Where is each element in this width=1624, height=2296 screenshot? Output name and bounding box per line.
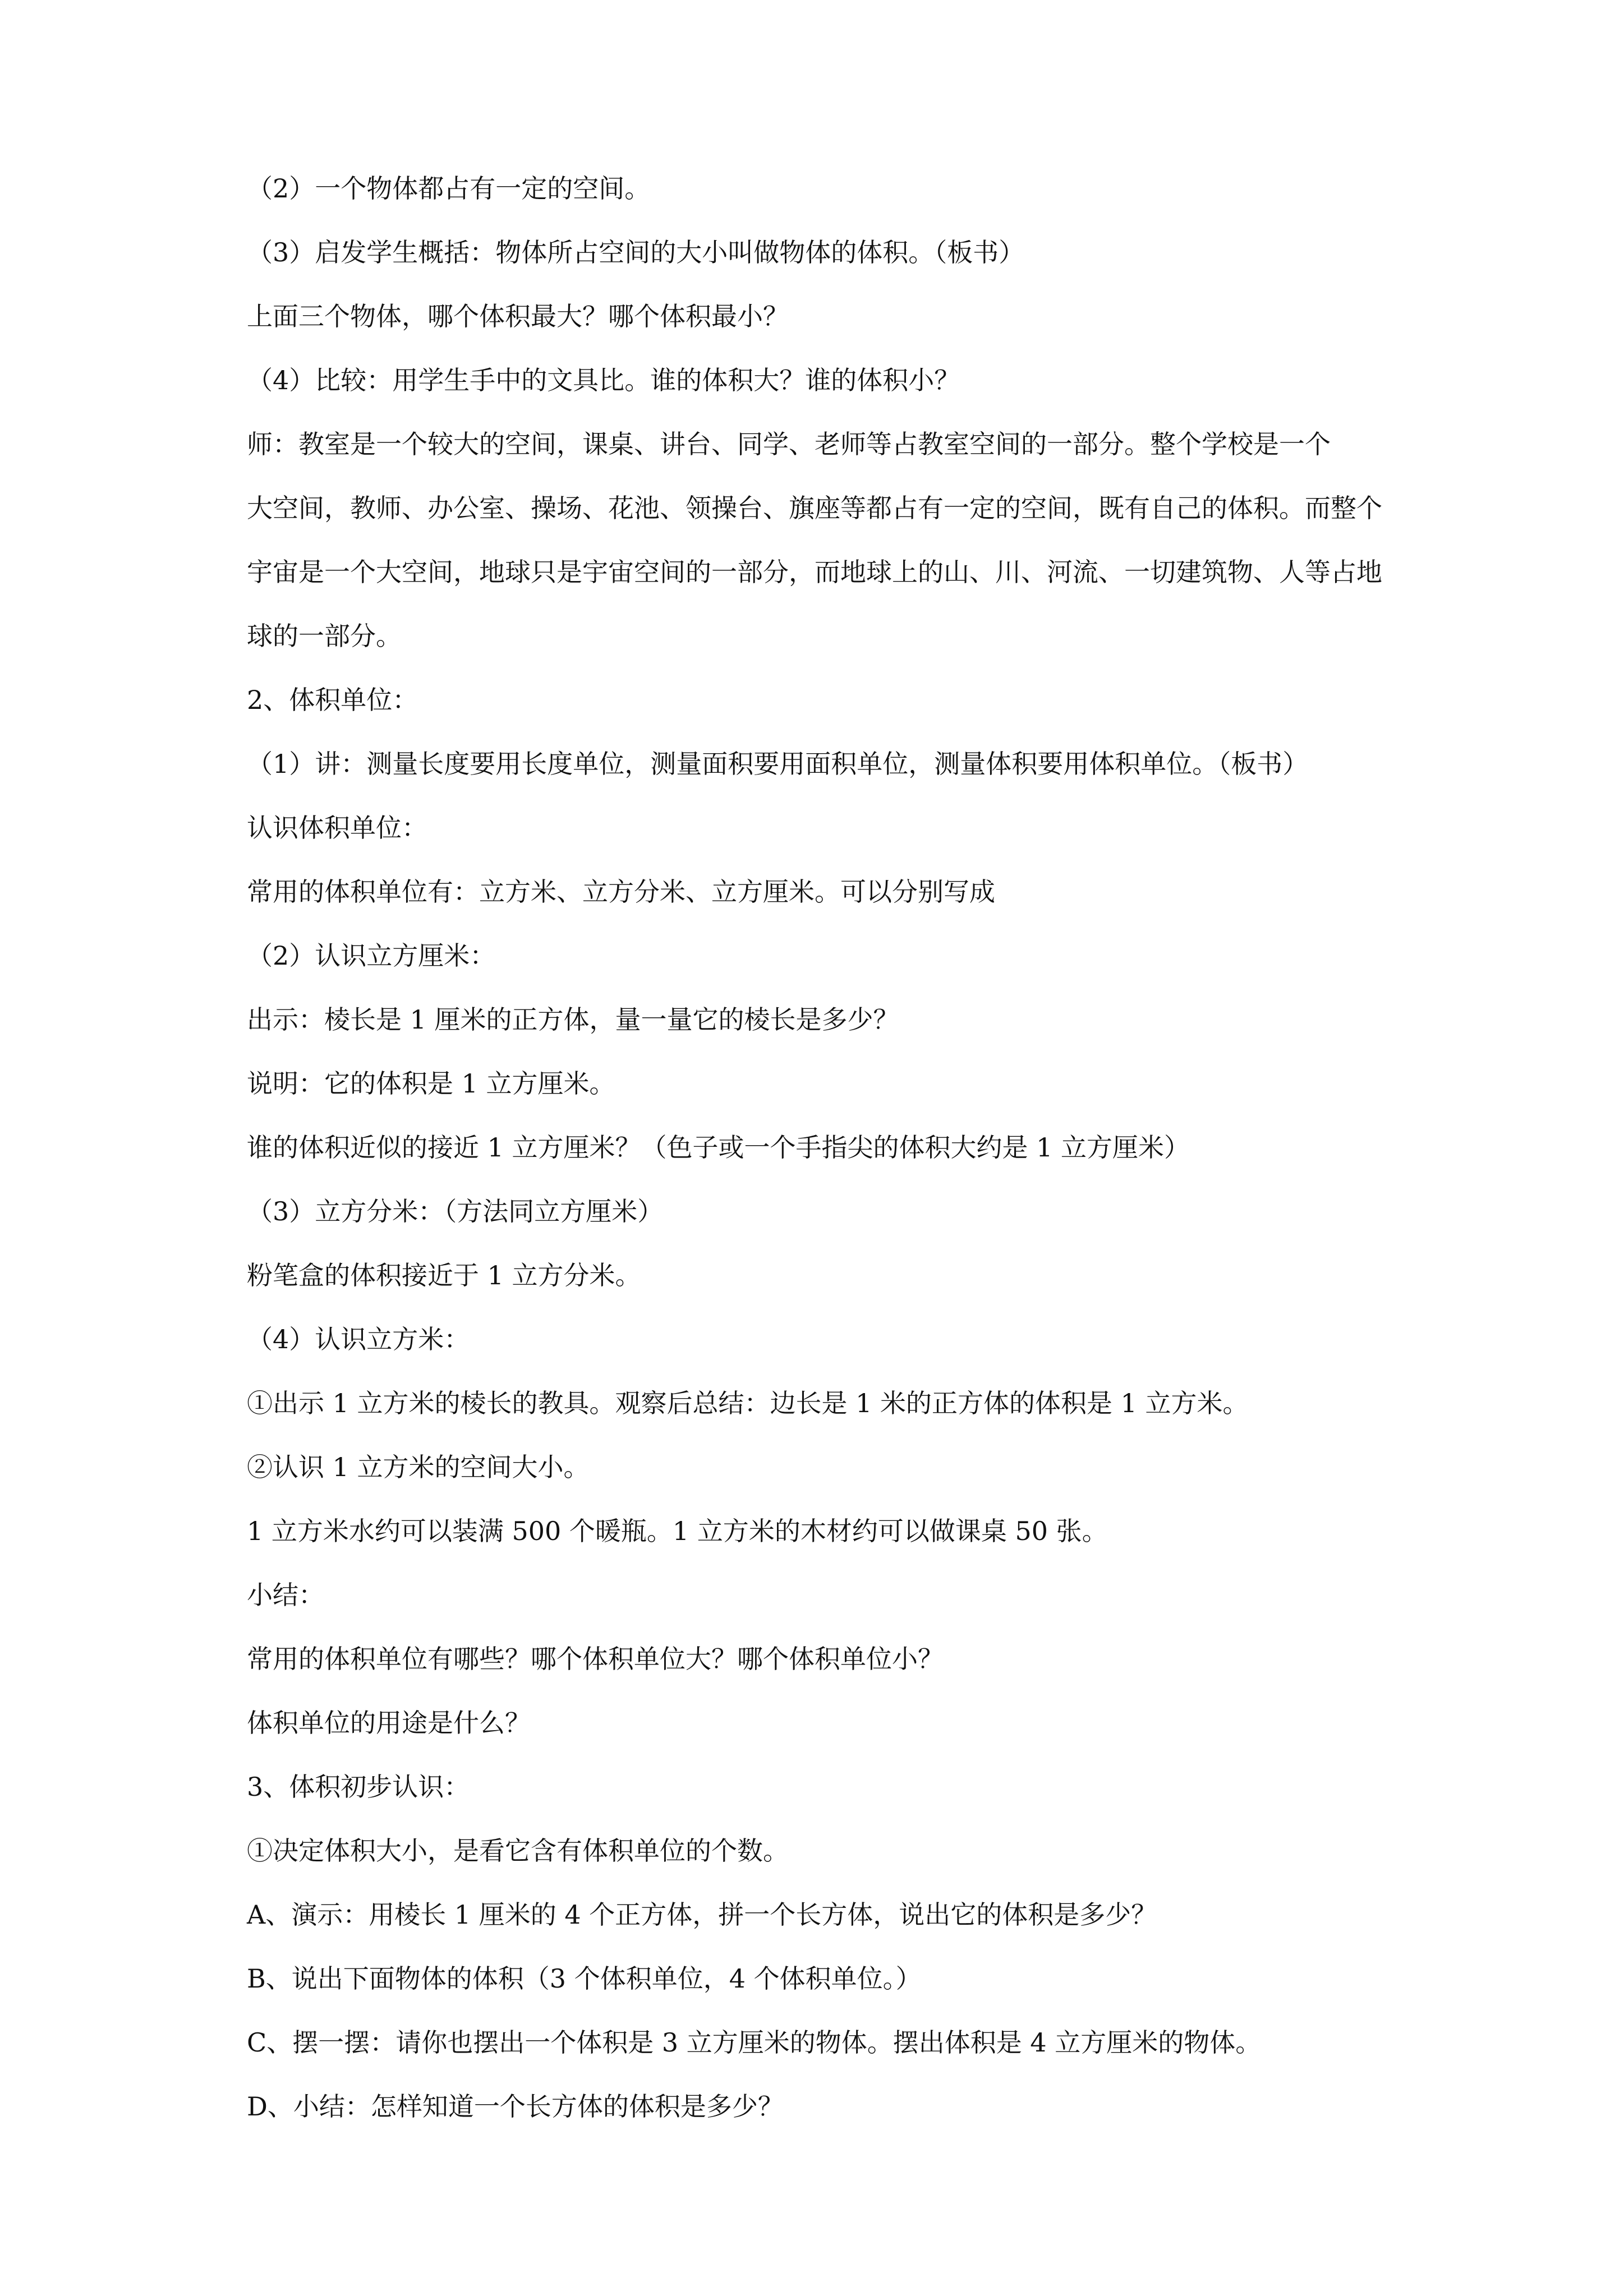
section-heading: 3、体积初步认识： <box>247 1772 470 1802</box>
text-line: ①决定体积大小，是看它含有体积单位的个数。 <box>247 1836 789 1866</box>
text-line: （2）认识立方厘米： <box>247 940 496 971</box>
text-line: B、说出下面物体的体积（3 个体积单位，4 个体积单位。） <box>247 1963 922 1994</box>
text-line: 粉笔盒的体积接近于 1 立方分米。 <box>247 1260 641 1290</box>
text-line: 常用的体积单位有：立方米、立方分米、立方厘米。可以分别写成 <box>247 877 995 907</box>
text-line: D、小结：怎样知道一个长方体的体积是多少？ <box>247 2091 784 2122</box>
section-heading: 2、体积单位： <box>247 685 418 715</box>
text-line: 小结： <box>247 1580 324 1610</box>
text-line: 常用的体积单位有哪些？哪个体积单位大？哪个体积单位小？ <box>247 1644 944 1674</box>
text-line: （3）立方分米：（方法同立方厘米） <box>247 1196 664 1227</box>
text-line: （4）认识立方米： <box>247 1324 470 1354</box>
text-line: 说明：它的体积是 1 立方厘米。 <box>247 1068 615 1099</box>
text-line: A、演示：用棱长 1 厘米的 4 个正方体，拼一个长方体，说出它的体积是多少？ <box>247 1899 1157 1930</box>
text-line: 球的一部分。 <box>247 621 402 651</box>
text-line: 宇宙是一个大空间，地球只是宇宙空间的一部分，而地球上的山、川、河流、一切建筑物、人等占地 <box>247 557 1382 587</box>
text-line: 1 立方米水约可以装满 500 个暖瓶。1 立方米的木材约可以做课桌 50 张。 <box>247 1516 1108 1546</box>
text-line: 师：教室是一个较大的空间，课桌、讲台、同学、老师等占教室空间的一部分。整个学校是一个 <box>247 429 1331 459</box>
text-line: ①出示 1 立方米的棱长的教具。观察后总结：边长是 1 米的正方体的体积是 1 立方米。 <box>247 1388 1249 1418</box>
text-line: 认识体积单位： <box>247 813 427 843</box>
text-line: 出示：棱长是 1 厘米的正方体，量一量它的棱长是多少？ <box>247 1004 899 1035</box>
text-line: （4）比较：用学生手中的文具比。谁的体积大？谁的体积小？ <box>247 365 960 395</box>
text-line: （3）启发学生概括：物体所占空间的大小叫做物体的体积。（板书） <box>247 237 1025 268</box>
text-line: 上面三个物体，哪个体积最大？哪个体积最小？ <box>247 301 789 331</box>
text-line: （2）一个物体都占有一定的空间。 <box>247 173 651 204</box>
text-line: 大空间，教师、办公室、操场、花池、领操台、旗座等都占有一定的空间，既有自己的体积。而整个 <box>247 493 1382 523</box>
text-line: （1）讲：测量长度要用长度单位，测量面积要用面积单位，测量体积要用体积单位。（板书） <box>247 749 1309 779</box>
text-line: 体积单位的用途是什么？ <box>247 1708 531 1738</box>
text-line: C、摆一摆：请你也摆出一个体积是 3 立方厘米的物体。摆出体积是 4 立方厘米的物体。 <box>247 2027 1262 2058</box>
text-line: ②认识 1 立方米的空间大小。 <box>247 1452 590 1482</box>
text-line: 谁的体积近似的接近 1 立方厘米？（色子或一个手指尖的体积大约是 1 立方厘米） <box>247 1132 1190 1163</box>
